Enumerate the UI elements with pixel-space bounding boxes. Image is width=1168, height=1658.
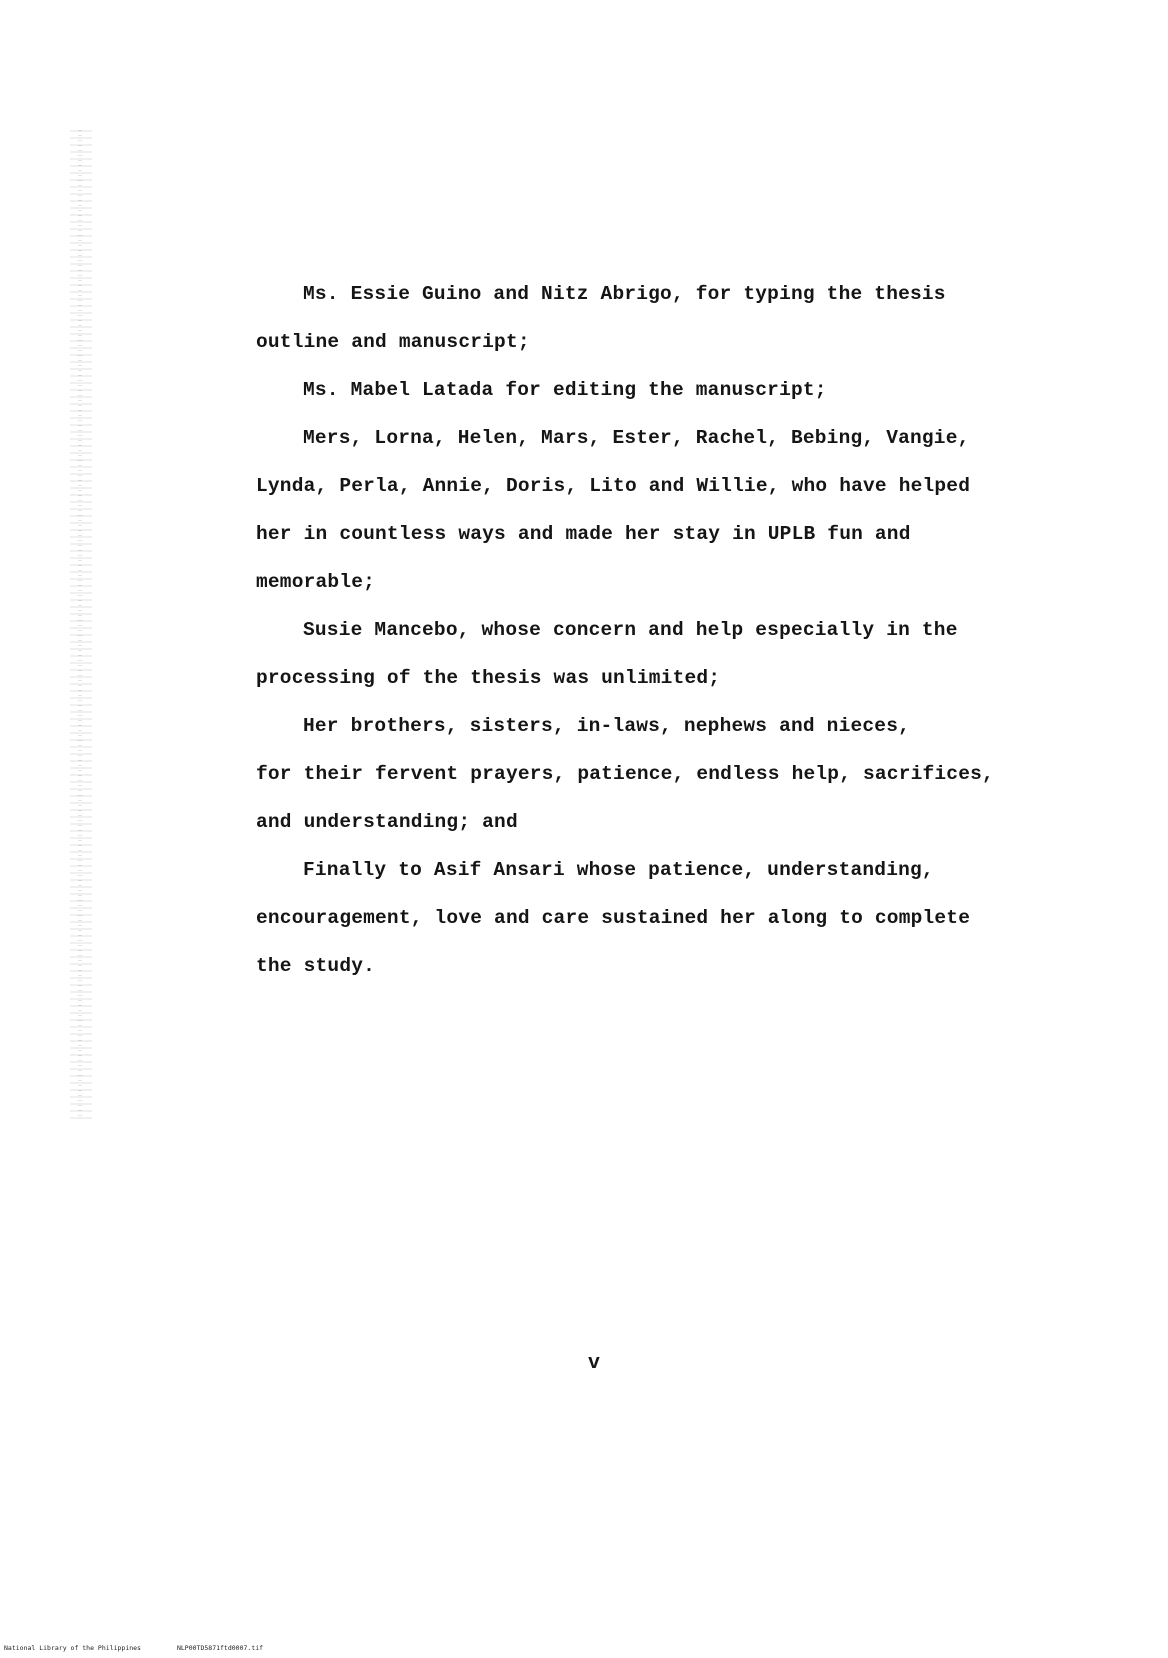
scan-footer: [4, 1644, 263, 1652]
text-line: memorable;: [256, 571, 376, 593]
text-line: Lynda, Perla, Annie, Doris, Lito and Willie, who have helped: [256, 475, 971, 497]
scan-binding-edge: [70, 130, 92, 1120]
text-line: outline and manuscript;: [256, 331, 530, 353]
footer-library: National Library of the Philippines: [4, 1644, 141, 1652]
text-line: encouragement, love and care sustained her along to complete: [256, 907, 971, 929]
text-line: Susie Mancebo, whose concern and help especially in the: [303, 619, 958, 641]
text-line: processing of the thesis was unlimited;: [256, 667, 721, 689]
footer-file-id: NLP00TD5871ftd0007.tif: [176, 1644, 264, 1652]
acknowledgment-text: [256, 270, 1016, 990]
text-line: the study.: [256, 955, 376, 977]
text-line: Ms. Essie Guino and Nitz Abrigo, for typing the thesis: [303, 283, 946, 305]
text-line: for their fervent prayers, patience, endless help, sacrifices,: [256, 763, 994, 785]
text-line: Ms. Mabel Latada for editing the manuscript;: [303, 379, 827, 401]
page-number: v: [588, 1352, 601, 1375]
text-line: Her brothers, sisters, in-laws, nephews and nieces,: [303, 715, 910, 737]
text-line: her in countless ways and made her stay in UPLB fun and: [256, 523, 911, 545]
text-line: Mers, Lorna, Helen, Mars, Ester, Rachel, Bebing, Vangie,: [303, 427, 970, 449]
text-line: and understanding; and: [256, 811, 518, 833]
text-line: Finally to Asif Ansari whose patience, understanding,: [303, 859, 934, 881]
